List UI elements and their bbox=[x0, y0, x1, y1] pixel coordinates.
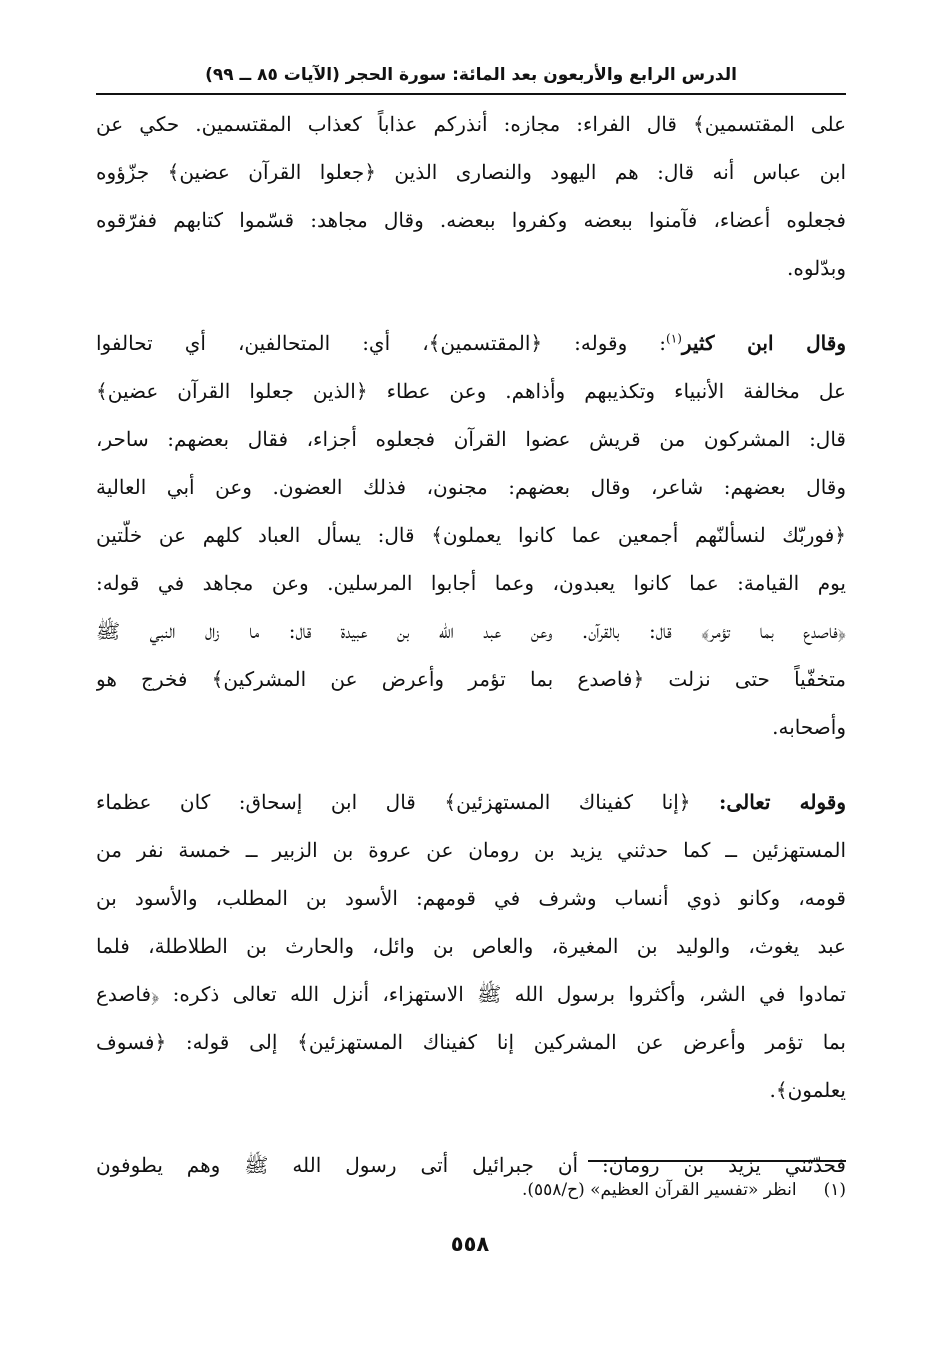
text-line: يوم القيامة: عما كانوا يعبدون، وعما أجابوا المرسلين. وعن مجاهد في قوله: bbox=[96, 571, 846, 595]
footnote-reference[interactable]: (١) bbox=[666, 331, 682, 346]
page-body bbox=[96, 100, 846, 1189]
text-line: فجعلوه أعضاء، فآمنوا ببعضه وكفروا ببعضه. وقال مجاهد: قسّموا كتابهم ففرّقوه bbox=[96, 208, 846, 232]
text-line: ﴿فوربّك لنسألنّهم أجمعين عما كانوا يعملون﴾ قال: يسأل العباد كلهم عن خلّتين bbox=[96, 523, 846, 547]
text-line bbox=[96, 778, 846, 826]
text-line: بما تؤمر وأعرض عن المشركين إنا كفيناك المستهزئين﴾ إلى قوله: ﴿فسوف bbox=[96, 1030, 846, 1054]
text-line: تمادوا في الشر، وأكثروا برسول الله ﷺ الاستهزاء، أنزل الله تعالى ذكره: ﴿فاصدع bbox=[96, 982, 846, 1006]
text-line: قومه، وكانو ذوي أنساب وشرف في قومهم: الأسود بن المطلب، والأسود بن bbox=[96, 886, 846, 910]
footnote-marker: (١) bbox=[823, 1180, 846, 1200]
footnote bbox=[96, 1175, 846, 1205]
paragraph-lead: وقوله تعالى: bbox=[719, 790, 846, 814]
text-span: : وقوله: ﴿المقتسمين﴾، أي: المتحالفين، أي تحالفوا bbox=[96, 331, 667, 355]
footnote-divider bbox=[588, 1160, 846, 1162]
text-line: على المقتسمين﴾ قال الفراء: مجازه: أنذركم عذاباً كعذاب المقتسمين. حكي عن bbox=[96, 112, 846, 136]
text-line: وقال بعضهم: شاعر، وقال بعضهم: مجنون، فذلك العضون. وعن أبي العالية bbox=[96, 475, 846, 499]
text-line bbox=[96, 319, 846, 367]
text-span: ﴿إنا كفيناك المستهزئين﴾ قال ابن إسحاق: كان عظماء bbox=[96, 790, 720, 814]
text-line: وبدّلوه. bbox=[787, 256, 846, 280]
page-number: ٥٥٨ bbox=[450, 1232, 490, 1256]
text-line: المستهزئين ــ كما حدثني يزيد بن رومان عن عروة بن الزبير ــ خمسة نفر من bbox=[96, 838, 846, 862]
running-header: الدرس الرابع والأربعون بعد المائة: سورة الحجر (الآيات ٨٥ ــ ٩٩) bbox=[205, 65, 737, 85]
text-line: فحدّثني يزيد بن رومان: أن جبرائيل أتى رسول الله ﷺ وهم يطوفون bbox=[96, 1153, 846, 1177]
header-divider bbox=[96, 93, 846, 95]
text-line: يعلمون﴾. bbox=[769, 1078, 846, 1102]
paragraph-lead: وقال ابن كثير bbox=[681, 331, 846, 355]
paragraph bbox=[96, 319, 846, 751]
text-line: متخفّياً حتى نزلت ﴿فاصدع بما تؤمر وأعرض عن المشركين﴾ فخرج هو bbox=[96, 667, 846, 691]
text-line: عبد يغوث، والوليد بن المغيرة، والعاص بن وائل، والحارث بن الطلاطلة، فلما bbox=[96, 934, 846, 958]
text-line: قال: المشركون من قريش عضوا القرآن فجعلوه أجزاء، فقال بعضهم: ساحر، bbox=[96, 427, 846, 451]
paragraph bbox=[96, 778, 846, 1114]
text-line: ابن عباس أنه قال: هم اليهود والنصارى الذين ﴿جعلوا القرآن عضين﴾ جزّؤوه bbox=[96, 160, 846, 184]
text-line: ﴿فاصدع بما تؤمر﴾ قال: بالقرآن. وعن عبد الله بن عبيدة قال: ما زال النبي ﷺ bbox=[96, 619, 846, 643]
text-line: عل مخالفة الأنبياء وتكذيبهم وأذاهم. وعن عطاء ﴿الذين جعلوا القرآن عضين﴾ bbox=[96, 379, 846, 403]
paragraph bbox=[96, 100, 846, 292]
text-line: وأصحابه. bbox=[772, 715, 846, 739]
footnote-text: انظر «تفسير القرآن العظيم» (ح/٥٥٨). bbox=[521, 1180, 797, 1200]
